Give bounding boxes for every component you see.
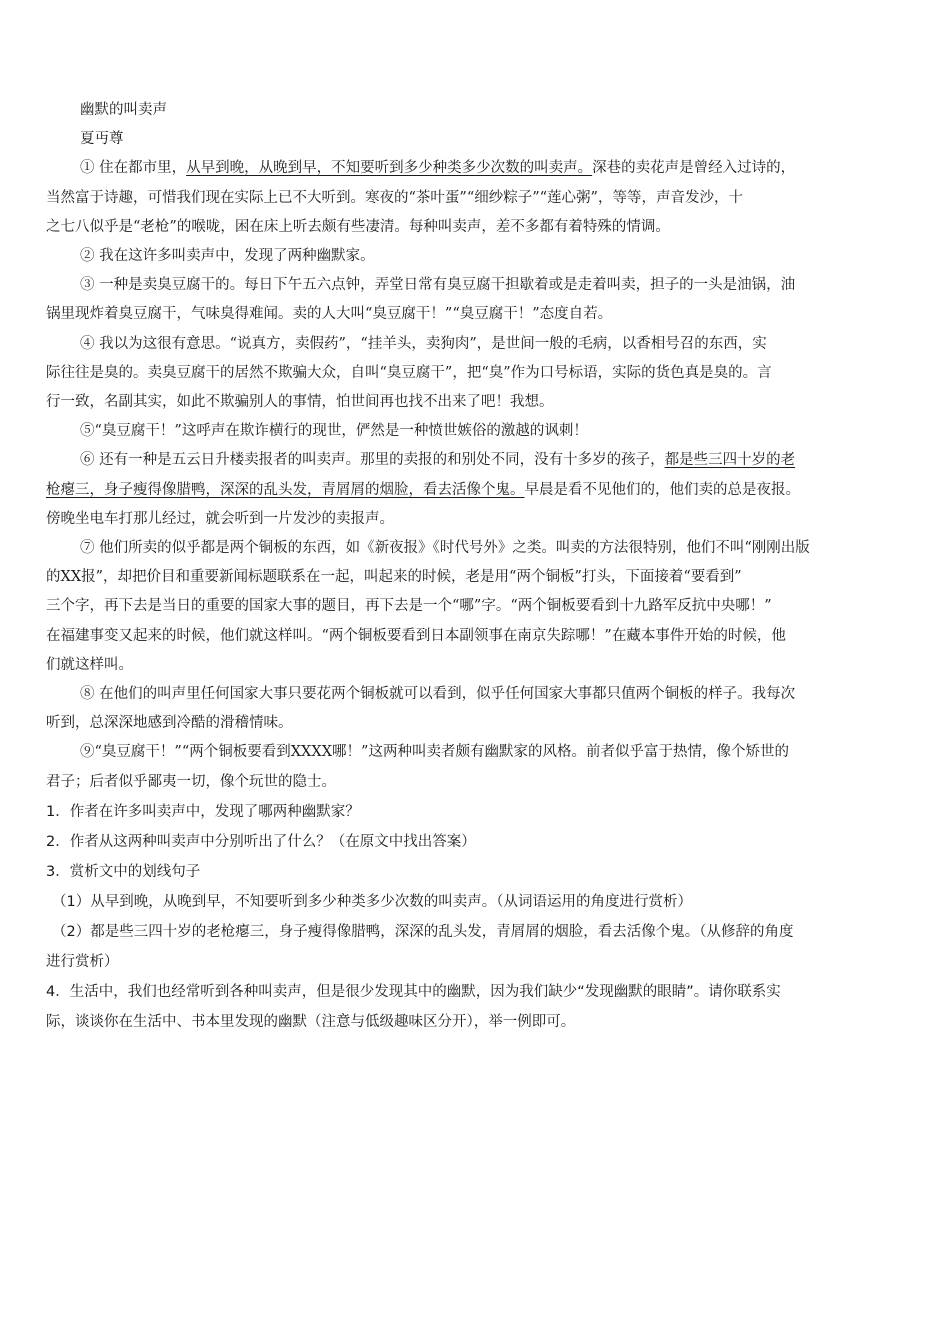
paragraph-line: 在福建事变又起来的时候，他们就这样叫。“两个铜板要看到日本副领事在南京失踪哪！”在藏本事件开始的时候，他 xyxy=(46,627,786,644)
paragraph-line: ④ 我以为这很有意思。“说真方，卖假药”，“挂羊头，卖狗肉”，是世间一般的毛病，以香相号召的东西，实 xyxy=(80,335,767,352)
paragraph-6 xyxy=(46,446,908,534)
paragraph-line: ③ 一种是卖臭豆腐干的。每日下午五六点钟，弄堂日常有臭豆腐干担歇着或是走着叫卖，担子的一头是油锅，油 xyxy=(80,277,796,294)
question-1: 1．作者在许多叫卖声中，发现了哪两种幽默家？ xyxy=(46,803,360,820)
paragraph-line: 君子；后者似乎鄙夷一切，像个玩世的隐士。 xyxy=(46,773,336,790)
question-2: 2．作者从这两种叫卖声中分别听出了什么？（在原文中找出答案） xyxy=(46,833,476,850)
paragraph-line xyxy=(46,476,908,505)
paragraph-5: ⑤“臭豆腐干！”这呼声在欺诈横行的现世，俨然是一种愤世嫉俗的激越的讽刺！ xyxy=(80,423,588,440)
paragraph-line: 的XX报”，却把价目和重要新闻标题联系在一起，叫起来的时候，老是用“两个铜板”打头，下面接着“要看到” xyxy=(46,569,742,586)
questions-section xyxy=(46,797,908,1037)
paragraph-1 xyxy=(46,154,908,242)
paragraph-4 xyxy=(46,330,908,418)
question-3: 3．赏析文中的划线句子 xyxy=(46,863,201,880)
text-span: 早晨是看不见他们的，他们卖的总是夜报。 xyxy=(524,481,800,498)
paragraph-2: ② 我在这许多叫卖声中，发现了两种幽默家。 xyxy=(80,248,375,265)
text-span: ① 住在都市里， xyxy=(80,160,187,177)
paragraph-line xyxy=(46,446,908,475)
paragraph-line: ⑧ 在他们的叫声里任何国家大事只要花两个铜板就可以看到，似乎任何国家大事都只值两个铜板的样子。我每次 xyxy=(80,686,796,703)
paragraph-line: ⑨“臭豆腐干！”“两个铜板要看到XXXX哪！”这两种叫卖者颇有幽默家的风格。前者似乎富于热情，像个矫世的 xyxy=(80,744,789,761)
text-span: 深巷的卖花声是曾经入过诗的， xyxy=(592,160,796,177)
paragraph-line xyxy=(46,154,908,183)
paragraph-line: 三个字，再下去是当日的重要的国家大事的题目，再下去是一个“哪”字。“两个铜板要看到十九路军反抗中央哪！” xyxy=(46,598,772,615)
paragraph-line: 锅里现炸着臭豆腐干，气味臭得难闻。卖的人大叫“臭豆腐干！”“臭豆腐干！”态度自若。 xyxy=(46,306,613,323)
paragraph-line: 听到，总深深地感到冷酷的滑稽情味。 xyxy=(46,715,293,732)
underlined-sentence-1: 从早到晚，从晚到早，不知要听到多少种类多少次数的叫卖声。 xyxy=(186,160,593,177)
question-3-1: （1）从早到晚，从晚到早，不知要听到多少种类多少次数的叫卖声。（从词语运用的角度进行赏析） xyxy=(52,893,692,910)
paragraph-line: ⑦ 他们所卖的似乎都是两个铜板的东西，如《新夜报》《时代号外》之类。叫卖的方法很特别，他们不叫“刚刚出版 xyxy=(80,540,810,557)
paragraph-8 xyxy=(46,680,908,738)
document-page xyxy=(46,96,908,1037)
paragraph-line: 傍晚坐电车打那儿经过，就会听到一片发沙的卖报声。 xyxy=(46,510,394,527)
question-4-cont: 际，谈谈你在生活中、书本里发现的幽默（注意与低级趣味区分开），举一例即可。 xyxy=(46,1013,576,1030)
underlined-sentence-2-cont: 枪瘪三，身子瘦得像腊鸭，深深的乱头发，青屑屑的烟脸，看去活像个鬼。 xyxy=(46,481,525,498)
paragraph-7 xyxy=(46,534,908,680)
question-3-2: （2）都是些三四十岁的老枪瘪三，身子瘦得像腊鸭，深深的乱头发，青屑屑的烟脸，看去活像个鬼。（从修辞的角度 xyxy=(52,923,794,940)
text-span: ⑥ 还有一种是五云日升楼卖报者的叫卖声。那里的卖报的和别处不同，没有十多岁的孩子， xyxy=(80,452,665,469)
paragraph-line: 行一致，名副其实，如此不欺骗别人的事情，怕世间再也找不出来了吧！我想。 xyxy=(46,394,554,411)
question-3-2-cont: 进行赏析） xyxy=(46,953,119,970)
paragraph-9 xyxy=(46,738,908,796)
article-title: 幽默的叫卖声 xyxy=(80,102,167,118)
underlined-sentence-2: 都是些三四十岁的老 xyxy=(664,452,796,469)
question-4: 4．生活中，我们也经常听到各种叫卖声，但是很少发现其中的幽默，因为我们缺少“发现幽默的眼睛”。请你联系实 xyxy=(46,983,781,1000)
paragraph-line: 们就这样叫。 xyxy=(46,656,133,673)
paragraph-line: 之七八似乎是“老枪”的喉咙，困在床上听去颇有些凄清。每种叫卖声，差不多都有着特殊的情调。 xyxy=(46,218,670,235)
article-author: 夏丏尊 xyxy=(80,131,124,148)
paragraph-line: 际往往是臭的。卖臭豆腐干的居然不欺骗大众，自叫“臭豆腐干”，把“臭”作为口号标语，实际的货色真是臭的。言 xyxy=(46,364,772,381)
paragraph-3 xyxy=(46,271,908,329)
paragraph-line: 当然富于诗趣，可惜我们现在实际上已不大听到。寒夜的“茶叶蛋”“细纱粽子”“莲心粥”，等等，声音发沙，十 xyxy=(46,189,743,206)
